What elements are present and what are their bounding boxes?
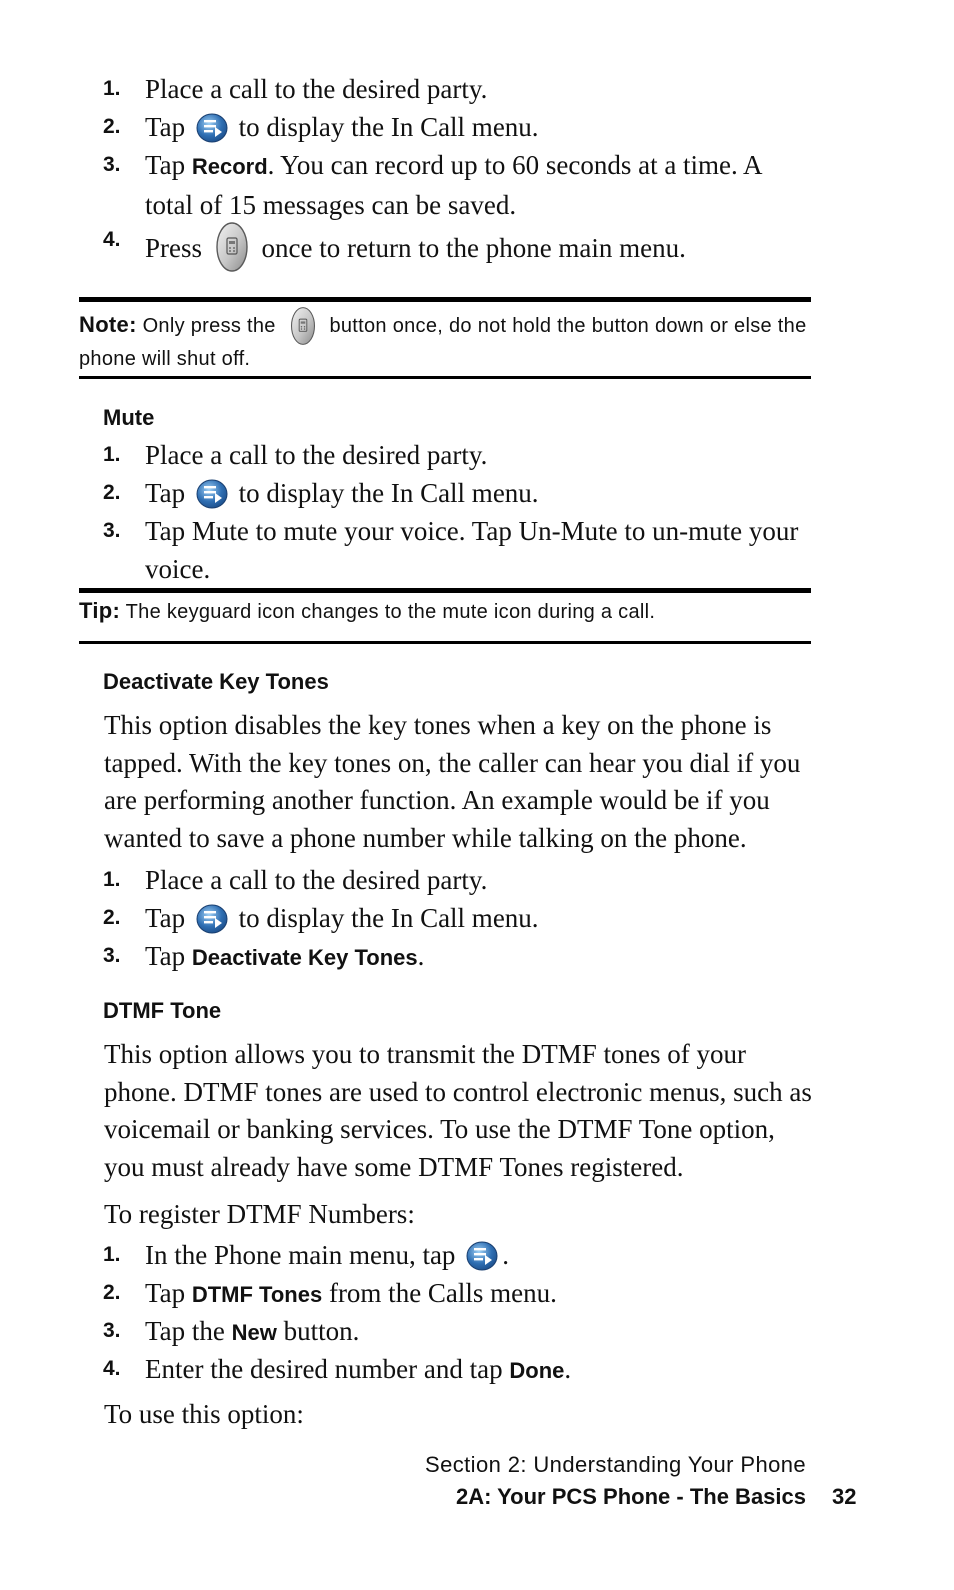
- step-number: 2.: [103, 1281, 121, 1304]
- step-text-after: .: [502, 1240, 509, 1270]
- note-top-rule: [79, 297, 811, 302]
- tip-text: The keyguard icon changes to the mute icon during a call.: [125, 601, 656, 623]
- dtmf-register-intro: To register DTMF Numbers:: [104, 1199, 415, 1229]
- step-number: 2.: [103, 115, 121, 138]
- menu-icon: [196, 479, 228, 509]
- dtmf-paragraph: This option allows you to transmit the DTMF tones of your phone. DTMF tones are used to control electronic menus, such as voicemail or banking services. To use the DTMF Tone option, you must already have some DTMF Tones registered.: [104, 1039, 812, 1182]
- record-step-2: [103, 108, 810, 146]
- step-bold-term: Deactivate Key Tones: [191, 945, 418, 970]
- dtmf-step-1: [103, 1236, 810, 1274]
- step-number: 2.: [103, 906, 121, 929]
- step-text-before: In the Phone main menu, tap: [145, 1240, 456, 1270]
- note-bottom-rule: [79, 376, 811, 379]
- tip-callout: [79, 597, 811, 626]
- dtmf-step-2: [103, 1274, 810, 1314]
- record-step-4: [103, 221, 810, 273]
- dtmf-step-3: [103, 1312, 810, 1352]
- step-number: 3.: [103, 519, 121, 542]
- step-bold-term: Done: [509, 1358, 565, 1383]
- step-text-before: Tap: [145, 1278, 186, 1308]
- step-text-after: to display the In Call menu.: [238, 903, 539, 933]
- step-text-after: to display the In Call menu.: [238, 478, 539, 508]
- deactivate-step-1: [103, 861, 810, 899]
- step-bold-term: Record: [191, 154, 268, 179]
- footer-chapter-title: 2A: Your PCS Phone - The Basics: [455, 1484, 806, 1509]
- step-text: Place a call to the desired party.: [145, 440, 488, 470]
- step-bold-term: DTMF Tones: [191, 1282, 323, 1307]
- record-step-3: [103, 146, 810, 224]
- dtmf-step-4: [103, 1350, 810, 1390]
- step-text-before: Enter the desired number and tap: [145, 1354, 503, 1384]
- step-number: 4.: [103, 1357, 121, 1380]
- step-text-before: Tap: [145, 903, 186, 933]
- step-number: 3.: [103, 1319, 121, 1342]
- step-text-before: Press: [145, 233, 203, 263]
- step-bold-term: New: [231, 1320, 277, 1345]
- step-text-after: once to return to the phone main menu.: [261, 233, 686, 263]
- note-text-after: button once, do not hold the button down or else the phone will shut off.: [79, 315, 807, 370]
- step-number: 2.: [103, 481, 121, 504]
- step-text: Tap Mute to mute your voice. Tap Un-Mute to un-mute your voice.: [145, 516, 799, 584]
- step-text-after: from the Calls menu.: [328, 1278, 557, 1308]
- end-key-icon: [290, 306, 316, 346]
- page-number: 32: [832, 1484, 857, 1509]
- step-text-before: Tap: [145, 150, 186, 180]
- step-text-after: to display the In Call menu.: [238, 112, 539, 142]
- end-key-icon: [215, 221, 249, 273]
- step-text-after: .: [417, 941, 425, 971]
- note-text-before: Only press the: [142, 315, 276, 337]
- mute-step-3: [103, 512, 810, 588]
- step-text-before: Tap the: [145, 1316, 225, 1346]
- note-label: Note:: [79, 312, 137, 337]
- step-text-before: Tap: [145, 941, 186, 971]
- step-text-after: . You can record up to 60 seconds at a time. A total of 15 messages can be saved.: [145, 150, 762, 220]
- step-number: 4.: [103, 228, 121, 251]
- tip-label: Tip:: [79, 598, 121, 623]
- note-callout: [79, 306, 811, 373]
- step-text: Place a call to the desired party.: [145, 74, 488, 104]
- step-text-before: Tap: [145, 478, 186, 508]
- step-number: 3.: [103, 944, 121, 967]
- mute-step-1: [103, 436, 810, 474]
- dtmf-use-intro: To use this option:: [104, 1399, 304, 1429]
- footer-section-title: Section 2: Understanding Your Phone: [425, 1452, 806, 1477]
- menu-icon: [196, 113, 228, 143]
- deactivate-paragraph: This option disables the key tones when a key on the phone is tapped. With the key tones on, the caller can hear you dial if you are performing another function. An example would be if you wanted to save a phone number while talking on the phone.: [104, 710, 801, 853]
- tip-bottom-rule: [79, 641, 811, 644]
- deactivate-step-3: [103, 937, 810, 977]
- record-step-1: [103, 70, 810, 108]
- deactivate-heading: Deactivate Key Tones: [103, 669, 329, 694]
- menu-icon: [466, 1241, 498, 1271]
- step-text-before: Tap: [145, 112, 186, 142]
- menu-icon: [196, 904, 228, 934]
- tip-top-rule: [79, 588, 811, 593]
- step-number: 3.: [103, 153, 121, 176]
- step-text-after: .: [564, 1354, 572, 1384]
- step-number: 1.: [103, 868, 121, 891]
- step-number: 1.: [103, 1243, 121, 1266]
- mute-step-2: [103, 474, 810, 512]
- step-text: Place a call to the desired party.: [145, 865, 488, 895]
- deactivate-step-2: [103, 899, 810, 937]
- step-text-after: button.: [283, 1316, 360, 1346]
- step-number: 1.: [103, 77, 121, 100]
- dtmf-heading: DTMF Tone: [103, 998, 222, 1023]
- step-number: 1.: [103, 443, 121, 466]
- mute-heading: Mute: [103, 405, 155, 430]
